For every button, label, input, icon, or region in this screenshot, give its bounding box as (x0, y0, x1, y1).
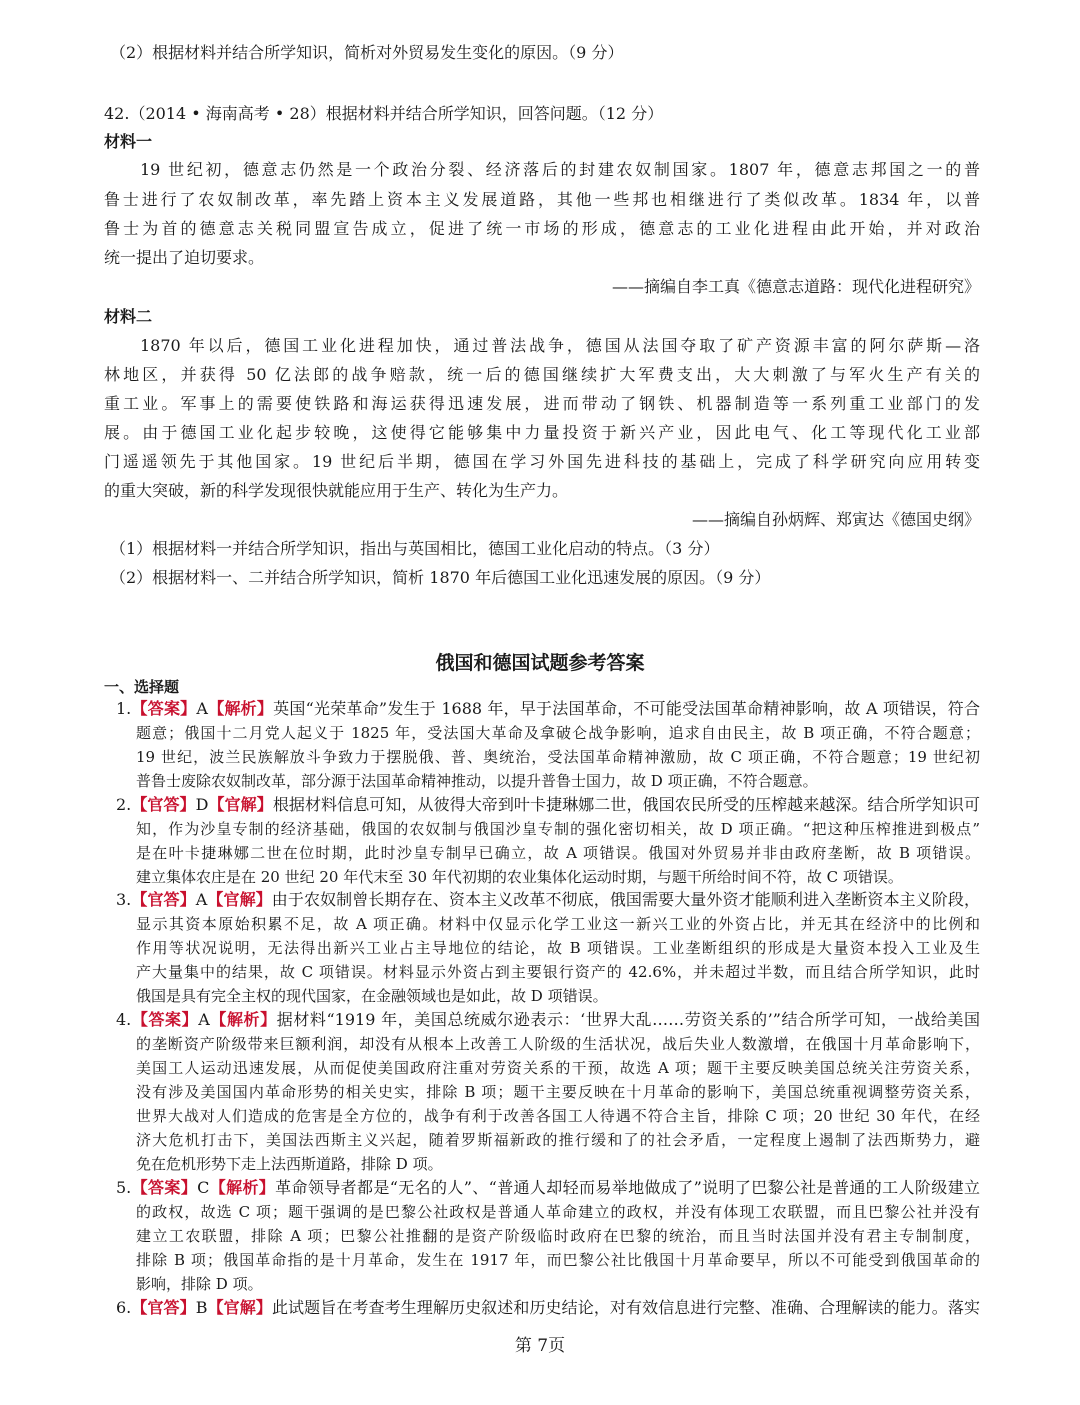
material-1-title: 材料一 (104, 132, 153, 151)
answer-tag: 【答案】 (131, 699, 197, 718)
analysis-tag: 【官解】 (207, 890, 272, 909)
material-1-line: 统一提出了迫切要求。 (104, 248, 265, 267)
answer-line: 美国工人运动迅速发展，从而促使美国政府注重对劳资关系的干预，故选 A 项；题干主要反映美国总统关注劳资关系， (136, 1059, 980, 1077)
answer-line: 建立集体农庄是在 20 世纪 20 年代末至 30 年代初期的农业集体化运动时期，与题干所给时间不符，故 C 项错误。 (136, 868, 903, 886)
material-1-line: 鲁士为首的德意志关税同盟宣告成立，促进了统一市场的形成，德意志的工业化进程由此开始，并对政治 (104, 219, 980, 238)
answer-item-first-line (116, 889, 980, 911)
answer-line: 的政权，故选 C 项；题干强调的是巴黎公社政权是普通人革命建立的政权，并没有体现工农联盟，而且巴黎公社并没有 (136, 1203, 980, 1221)
answer-item-first-line (116, 1009, 980, 1031)
answer-line: 建立工农联盟，排除 A 项；巴黎公社推翻的是资产阶级临时政府在巴黎的统治，而且当时法国并没有君主专制制度， (136, 1227, 980, 1245)
answer-text: 革命领导者都是“无名的人”、“普通人却轻而易举地做成了”说明了巴黎公社是普通的工人阶级建立 (275, 1178, 980, 1197)
answer-text: 英国“光荣革命”发生于 1688 年，早于法国革命，不可能受法国革命精神影响，故 A 项错误，符合 (273, 699, 980, 718)
answer-item-first-line (116, 1297, 980, 1319)
q42-part2: （2）根据材料一、二并结合所学知识，简析 1870 年后德国工业化迅速发展的原因。（9 分） (110, 568, 771, 587)
answer-line: 没有涉及美国国内革命形势的相关史实，排除 B 项；题干主要反映在十月革命的影响下，美国总统重视调整劳资关系， (136, 1083, 980, 1101)
answer-line: 知，作为沙皇专制的经济基础，俄国的农奴制与俄国沙皇专制的强化密切相关，故 D 项正确。“把这种压榨推进到极点” (136, 820, 980, 838)
answer-letter: A (196, 699, 208, 718)
answer-tag: 【答案】 (131, 1178, 198, 1197)
answer-line: 显示其资本原始积累不足，故 A 项正确。材料中仅显示化学工业这一新兴工业的外资占比，并无其在经济中的比例和 (136, 915, 980, 933)
answer-text: 据材料“1919 年，美国总统威尔逊表示：‘世界大乱……劳资关系的’”结合所学可知，一战给美国 (276, 1010, 980, 1029)
answer-line: 影响，排除 D 项。 (136, 1275, 263, 1293)
analysis-tag: 【解析】 (209, 1178, 276, 1197)
answer-letter: A (195, 890, 208, 909)
q42-header: 42.（2014 • 海南高考 • 28）根据材料并结合所学知识，回答问题。（12 分） (104, 104, 664, 123)
answer-letter: B (195, 1298, 208, 1317)
answer-tag: 【官答】 (131, 890, 196, 909)
answer-line: 免在危机形势下走上法西斯道路，排除 D 项。 (136, 1155, 443, 1173)
answer-number: 4. (116, 1010, 132, 1029)
answer-tag: 【官答】 (131, 1298, 196, 1317)
material-2-line: 门遥遥领先于其他国家。19 世纪后半期，德国在学习外国先进科技的基础上，完成了科学研究向应用转变 (104, 452, 980, 471)
q42-part1: （1）根据材料一并结合所学知识，指出与英国相比，德国工业化启动的特点。（3 分） (110, 539, 720, 558)
answer-line: 济大危机打击下，美国法西斯主义兴起，随着罗斯福新政的推行缓和了的社会矛盾，一定程度上遏制了法西斯势力，避 (136, 1131, 980, 1149)
answer-line: 排除 B 项；俄国革命指的是十月革命，发生在 1917 年，而巴黎公社比俄国十月革命要早，所以不可能受到俄国革命的 (136, 1251, 980, 1269)
answer-line: 的垄断资产阶级带来巨额利润，却没有从根本上改善工人阶级的生活状况，战后失业人数激增，在俄国十月革命影响下， (136, 1035, 980, 1053)
material-1-line: 19 世纪初，德意志仍然是一个政治分裂、经济落后的封建农奴制国家。1807 年，德意志邦国之一的普 (140, 160, 980, 179)
answer-text: 由于农奴制曾长期存在、资本主义改革不彻底，俄国需要大量外资才能顺利进入垄断资本主义阶段， (271, 890, 980, 909)
analysis-tag: 【官解】 (207, 1298, 272, 1317)
answer-letter: D (195, 795, 209, 814)
page-number: 第 7页 (514, 1336, 566, 1356)
answer-line: 普鲁士废除农奴制改革，部分源于法国革命精神推动，以提升普鲁士国力，故 D 项正确，不符合题意。 (136, 772, 818, 790)
material-1-line: 鲁士进行了农奴制改革，率先踏上资本主义发展道路，其他一些邦也相继进行了类似改革。1834 年，以普 (104, 190, 980, 209)
material-2-line: 林地区，并获得 50 亿法郎的战争赔款，统一后的德国继续扩大军费支出，大大刺激了与军火生产有关的 (104, 365, 980, 384)
material-1-source: ——摘编自李工真《德意志道路：现代化进程研究》 (611, 277, 980, 296)
answer-text: 此试题旨在考查考生理解历史叙述和历史结论，对有效信息进行完整、准确、合理解读的能力。落实 (271, 1298, 980, 1317)
analysis-tag: 【解析】 (207, 699, 274, 718)
section-heading: 一、选择题 (104, 678, 180, 696)
answer-line: 产大量集中的结果，故 C 项错误。材料显示外资占到主要银行资产的 42.6%，并未超过半数，而且结合所学知识，此时 (136, 963, 980, 981)
material-2-line: 的重大突破，新的科学发现很快就能应用于生产、转化为生产力。 (104, 481, 569, 500)
answer-tag: 【答案】 (131, 1010, 199, 1029)
answer-number: 6. (116, 1298, 132, 1317)
analysis-tag: 【官解】 (208, 795, 273, 814)
answer-text: 根据材料信息可知，从彼得大帝到叶卡捷琳娜二世，俄国农民所受的压榨越来越深。结合所学知识可 (272, 795, 980, 814)
answer-number: 3. (116, 890, 132, 909)
answer-line: 世界大战对人们造成的危害是全方位的，战争有利于改善各国工人待遇不符合主旨，排除 C 项；20 世纪 30 年代，在经 (136, 1107, 980, 1125)
answer-number: 5. (116, 1178, 132, 1197)
analysis-tag: 【解析】 (209, 1010, 277, 1029)
answer-number: 2. (116, 795, 132, 814)
answer-item-first-line (116, 1177, 980, 1199)
answer-item-first-line (116, 794, 980, 816)
material-2-source: ——摘编自孙炳辉、郑寅达《德国史纲》 (691, 510, 980, 529)
answer-tag: 【官答】 (131, 795, 196, 814)
answer-line: 是在叶卡捷琳娜二世在位时期，此时沙皇专制早已确立，故 A 项错误。俄国对外贸易并非由政府垄断，故 B 项错误。 (136, 844, 980, 862)
answer-letter: C (197, 1178, 210, 1197)
material-2-line: 展。由于德国工业化起步较晚，这使得它能够集中力量投资于新兴产业，因此电气、化工等现代化工业部 (104, 423, 980, 442)
material-2-title: 材料二 (104, 307, 153, 326)
material-2-line: 重工业。军事上的需要使铁路和海运获得迅速发展，进而带动了钢铁、机器制造等一系列重工业部门的发 (104, 394, 980, 413)
q41-part2: （2）根据材料并结合所学知识，简析对外贸易发生变化的原因。（9 分） (110, 43, 624, 62)
material-2-line: 1870 年以后，德国工业化进程加快，通过普法战争，德国从法国夺取了矿产资源丰富的阿尔萨斯—洛 (140, 336, 980, 355)
answer-number: 1. (116, 699, 132, 718)
answer-letter: A (198, 1010, 210, 1029)
answer-line: 题意；俄国十二月党人起义于 1825 年，受法国大革命及拿破仑战争影响，追求自由民主，故 B 项正确，不符合题意； (136, 724, 980, 742)
answer-line: 俄国是具有完全主权的现代国家，在金融领域也是如此，故 D 项错误。 (136, 987, 608, 1005)
answers-title: 俄国和德国试题参考答案 (435, 652, 645, 674)
answer-item-first-line (116, 698, 980, 720)
answer-line: 19 世纪，波兰民族解放斗争致力于摆脱俄、普、奥统治，受法国革命精神激励，故 C 项正确，不符合题意；19 世纪初 (136, 748, 980, 766)
answer-line: 作用等状况说明，无法得出新兴工业占主导地位的结论，故 B 项错误。工业垄断组织的形成是大量资本投入工业及生 (136, 939, 980, 957)
